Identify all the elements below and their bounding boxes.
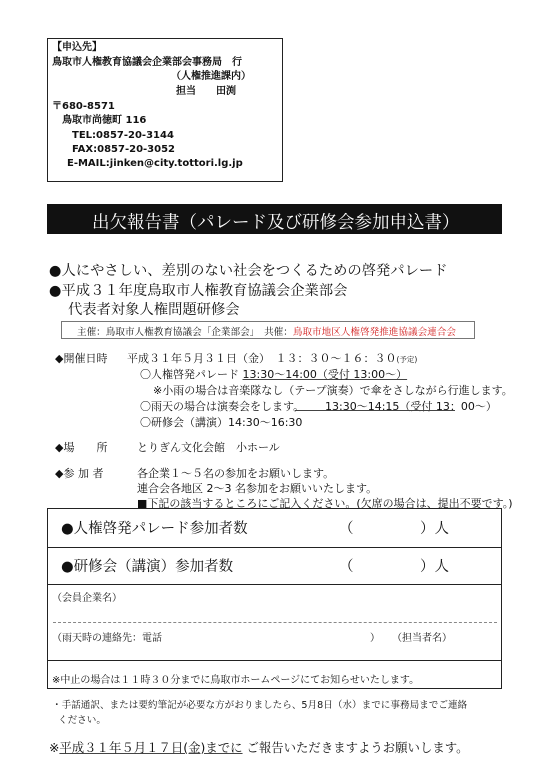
schedule-label: ◆開催日時 [55,352,108,365]
participants-line3: ■下記の該当するところにご記入ください。(欠席の場合は、提出不要です。) [137,497,513,510]
schedule-date-text: 平成３１年５月３１日（金） １３：３０～１６：３０ [127,352,397,365]
address-email: E-MAIL:jinken@city.tottori.lg.jp [67,158,243,169]
venue-label: ◆場 所 [55,441,108,454]
interpreter-note-line1: ・手話通訳、または要約筆記が必要な方がおりましたら、5月8日（水）までに事務局までご連絡 [52,700,468,711]
address-department: （人権推進課内） [171,71,251,82]
rain-time-underline [295,397,455,411]
schedule-parade [140,366,407,382]
deadline-line [49,738,469,756]
headline-seminar-sub: 代表者対象人権問題研修会 [68,302,240,318]
headline-seminar: ●平成３１年度鳥取市人権教育協議会企業部会 [49,283,348,299]
rain-contact-label: （雨天時の連絡先：電話 [52,633,162,644]
sponsor-line [77,324,456,338]
company-name-label: （会員企業名） [52,593,122,604]
page-title: 出欠報告書（パレード及び研修会参加申込書） [92,213,460,233]
address-zip: 〒680-8571 [52,101,115,112]
address-heading: 【申込先】 [52,42,102,53]
company-name-field[interactable] [52,603,492,621]
schedule-date [127,350,417,366]
deadline-suffix: ご報告いただきますようお願いします。 [246,740,469,755]
parade-count-label: ●人権啓発パレード参加者数 [61,521,248,537]
cancel-note: ※中止の場合は１１時３０分までに鳥取市ホームページにてお知らせいたします。 [52,675,420,686]
schedule-parade-time: 13:30～14:00（受付 13:00～） [242,368,408,381]
participants-label: ◆参 加 者 [55,467,104,480]
sponsor-cohost: 鳥取市地区人権啓発推進協議会連合会 [292,327,456,338]
participants-line2: 連合会各地区 2～3 名参加をお願いいたします。 [137,482,378,495]
address-recipient: 鳥取市人権教育協議会企業部会事務局 行 [52,57,242,68]
address-street: 鳥取市尚徳町 116 [62,115,147,126]
parade-paren-open: （ [339,521,354,537]
schedule-rain-note: ※小雨の場合は音楽隊なし（テープ演奏）で傘をさしながら行進します。 [153,384,513,397]
schedule-tentative: (予定) [396,355,418,364]
rain-contact-field[interactable] [150,627,365,641]
schedule-parade-label: 〇人権啓発パレード [140,368,239,381]
schedule-rain-time: 13:30～14:15（受付 13：00～） [325,400,497,413]
participants-line1: 各企業１～５名の参加をお願いします。 [137,467,335,480]
person-in-charge-label: （担当者名） [392,633,452,644]
lecture-paren-open: （ [339,559,354,575]
deadline-prefix: ※ [49,740,60,755]
schedule-lecture: 〇研修会（講演）14:30～16:30 [140,416,303,429]
parade-paren-close: ）人 [420,521,449,537]
lecture-count-field[interactable] [358,553,416,575]
deadline-date: 平成３１年５月１７日(金)までに [59,740,243,755]
address-fax: FAX:0857-20-3052 [72,144,176,155]
headline-parade: ●人にやさしい、差別のない社会をつくるための啓発パレード [49,263,448,279]
lecture-count-label: ●研修会（講演）参加者数 [61,559,234,575]
venue-value: とりぎん文化会館 小ホール [137,441,280,454]
interpreter-note-line2: ください。 [58,715,106,726]
sponsor-host: 主催：鳥取市人権教育協議会「企業部会」 共催： [77,327,293,338]
schedule-rain-prefix: 〇雨天の場合は演奏会をします。 [140,400,305,413]
rain-contact-close: ） [370,633,380,644]
lecture-paren-close: ）人 [420,559,449,575]
address-tel: TEL:0857-20-3144 [72,130,174,141]
parade-count-field[interactable] [358,515,416,537]
address-contact-person: 担当 田渕 [176,86,236,97]
